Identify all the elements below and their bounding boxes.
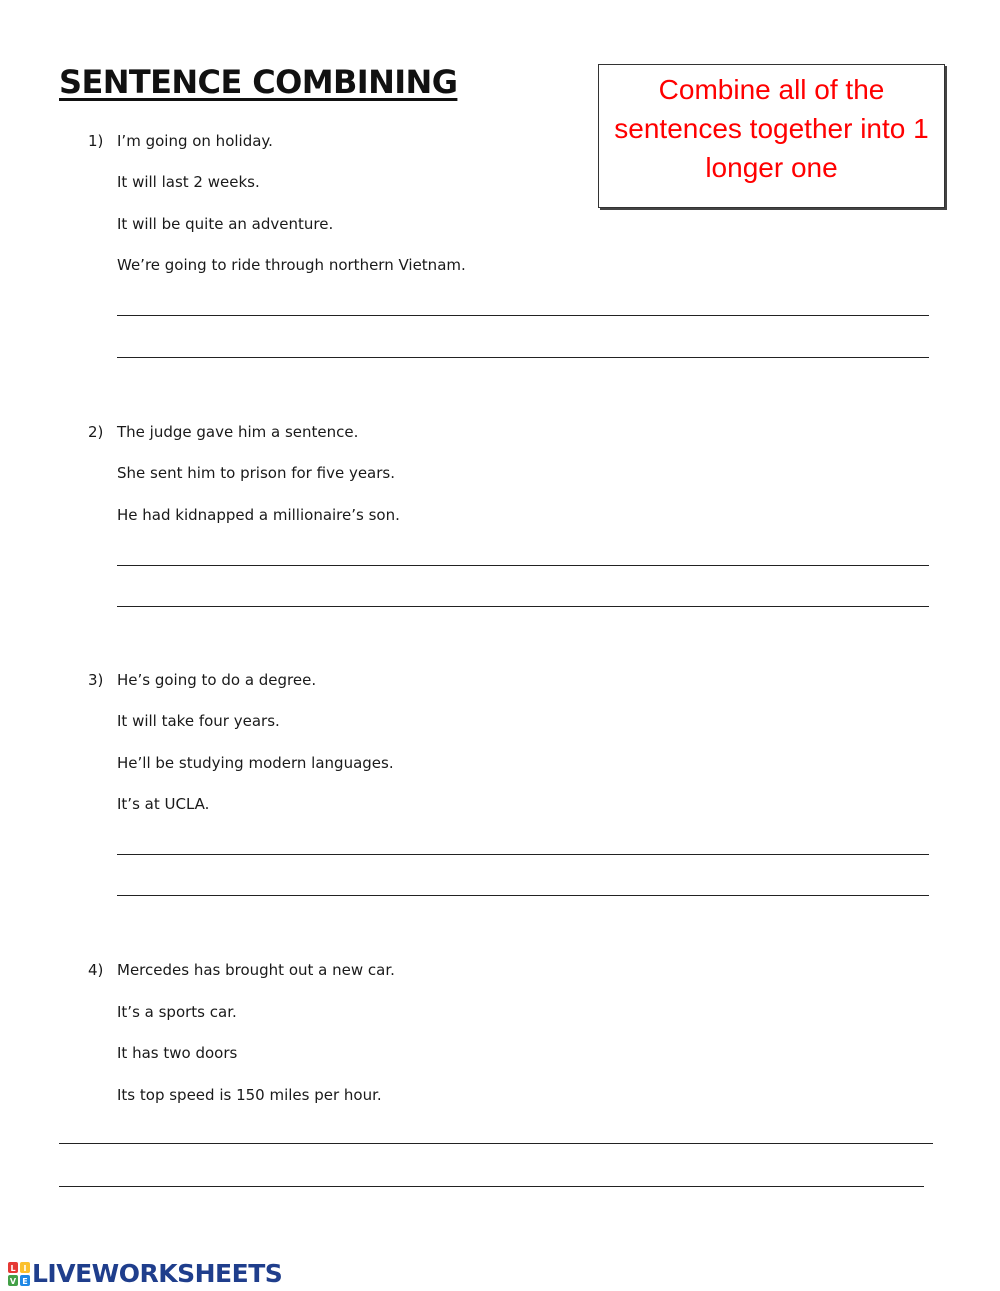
logo-mark-letter-v: V	[9, 1277, 17, 1286]
instruction-box	[598, 64, 945, 208]
question-4-sentence-4: Its top speed is 150 miles per hour.	[117, 1086, 382, 1104]
question-3-sentence-3: He’ll be studying modern languages.	[117, 754, 394, 772]
question-3-answer-line-1[interactable]	[117, 854, 929, 855]
question-1-number: 1)	[88, 132, 104, 150]
question-4-sentence-3: It has two doors	[117, 1044, 238, 1062]
worksheet-title: SENTENCE COMBINING	[59, 63, 458, 101]
question-2-number: 2)	[88, 423, 104, 441]
question-2-sentence-1: The judge gave him a sentence.	[117, 423, 359, 441]
question-1-sentence-1: I’m going on holiday.	[117, 132, 273, 150]
question-3-sentence-2: It will take four years.	[117, 712, 280, 730]
question-4-answer-line-1[interactable]	[59, 1143, 933, 1144]
question-1-answer-line-2[interactable]	[117, 357, 929, 358]
question-1-sentence-4: We’re going to ride through northern Vietnam.	[117, 256, 466, 274]
instruction-text: Combine all of the sentences together into 1 longer one	[614, 74, 929, 183]
question-1-answer-line-1[interactable]	[117, 315, 929, 316]
liveworksheets-logo[interactable]	[8, 1259, 282, 1289]
question-2-answer-line-1[interactable]	[117, 565, 929, 566]
logo-mark-letter-e: E	[22, 1277, 28, 1286]
question-2-sentence-2: She sent him to prison for five years.	[117, 464, 395, 482]
question-4-sentence-1: Mercedes has brought out a new car.	[117, 961, 395, 979]
liveworksheets-logo-text: LIVEWORKSHEETS	[32, 1259, 283, 1288]
liveworksheets-logo-icon	[8, 1262, 30, 1286]
question-1-sentence-3: It will be quite an adventure.	[117, 215, 334, 233]
logo-mark-letter-l: L	[10, 1264, 16, 1273]
question-2-answer-line-2[interactable]	[117, 606, 929, 607]
question-1-sentence-2: It will last 2 weeks.	[117, 173, 260, 191]
question-4-number: 4)	[88, 961, 104, 979]
logo-mark-letter-i: I	[23, 1264, 27, 1273]
question-3-sentence-1: He’s going to do a degree.	[117, 671, 317, 689]
question-4-answer-line-2[interactable]	[59, 1186, 924, 1187]
question-3-answer-line-2[interactable]	[117, 895, 929, 896]
question-3-number: 3)	[88, 671, 104, 689]
question-2-sentence-3: He had kidnapped a millionaire’s son.	[117, 506, 400, 524]
question-3-sentence-4: It’s at UCLA.	[117, 795, 210, 813]
question-4-sentence-2: It’s a sports car.	[117, 1003, 237, 1021]
